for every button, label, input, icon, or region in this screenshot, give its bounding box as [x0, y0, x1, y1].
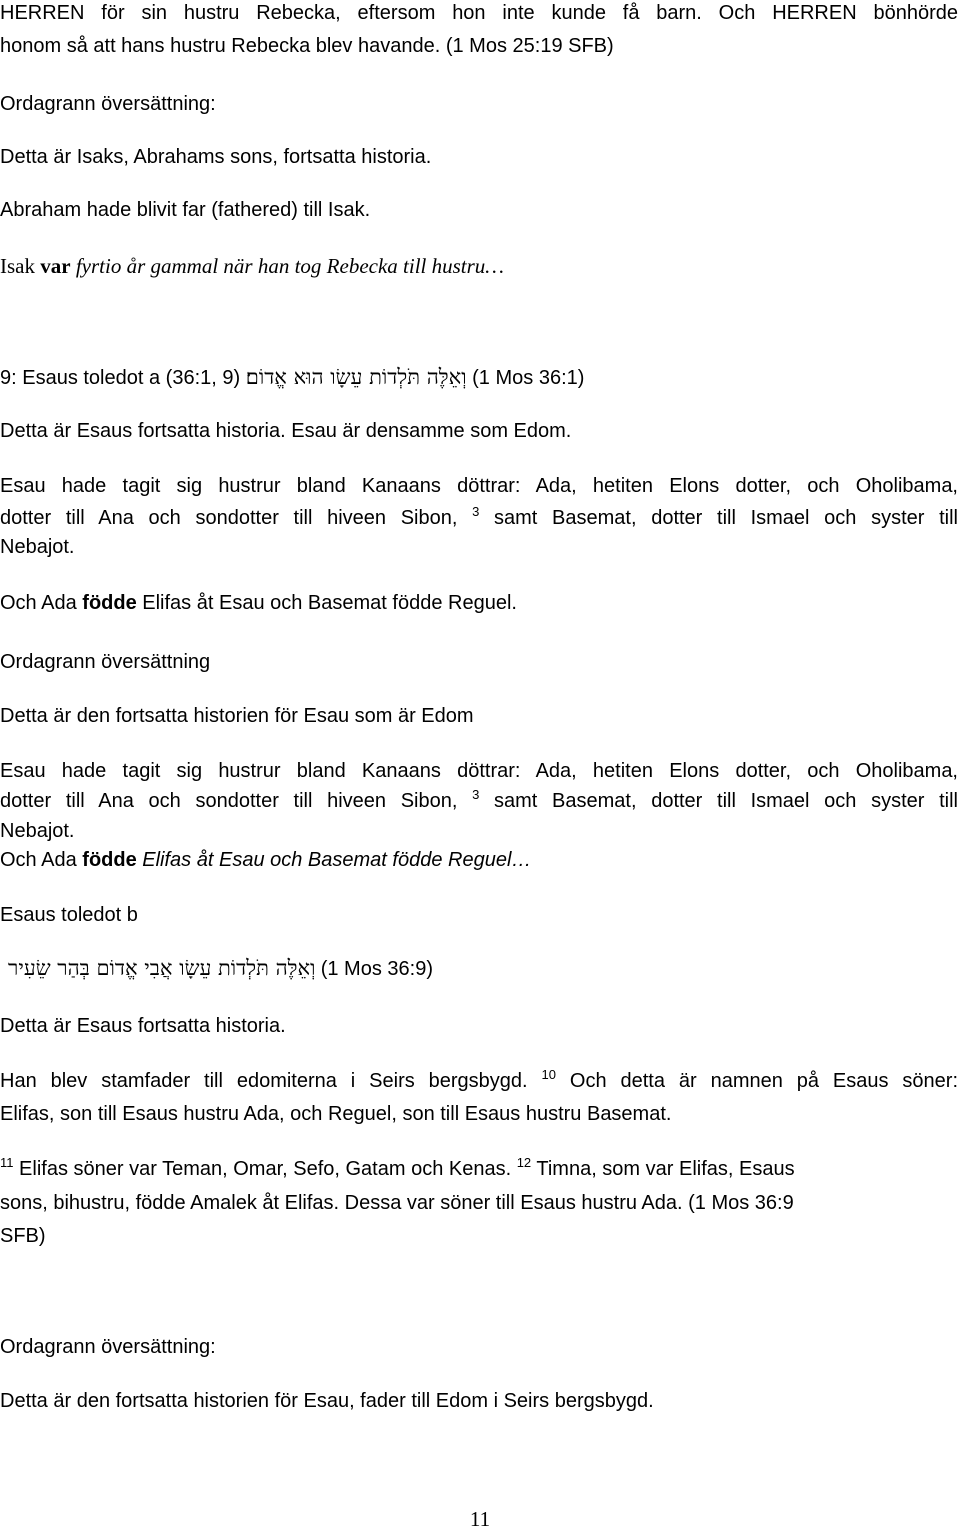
text-line: HERREN för sin hustru Rebecka, eftersom hon inte kunde få barn. Och HERREN bönhörde [0, 2, 958, 24]
text-run: samt Basemat, dotter till Ismael och syster till [479, 507, 958, 529]
hebrew-verse: וְאֵלֶּה תֹּלְדוֹת עֵשָׂו הוּא אֱדוֹם׃ [245, 365, 467, 389]
text-line: Detta är Esaus fortsatta historia. Esau är densamme som Edom. [0, 420, 572, 442]
text-line: Nebajot. [0, 536, 75, 558]
bold-word: var [40, 254, 71, 278]
verse-number: 10 [541, 1067, 556, 1082]
text-line [0, 253, 504, 279]
text-line: sons, bihustru, födde Amalek åt Elifas. Dessa var söner till Esaus hustru Ada. (1 Mos 36:9 [0, 1192, 794, 1214]
text-run: Han blev stamfader till edomiterna i Seirs bergsbygd. [0, 1070, 542, 1092]
text-run: Och detta är namnen på Esaus söner: [555, 1070, 958, 1092]
text-run: Timna, som var Elifas, Esaus [531, 1158, 795, 1180]
text-line: Nebajot. [0, 820, 75, 842]
verse-number: 3 [472, 504, 480, 519]
text-line: Esau hade tagit sig hustrur bland Kanaans döttrar: Ada, hetiten Elons dotter, och Oholibama, [0, 475, 958, 497]
hebrew-verse-line [8, 955, 433, 982]
text-run: dotter till Ana och sondotter till hiveen Sibon, [0, 790, 473, 812]
section-label: Ordagrann översättning: [0, 1336, 216, 1358]
text-line: Detta är den fortsatta historien för Esau som är Edom [0, 705, 474, 727]
bold-word: födde [82, 849, 137, 871]
page-number: 11 [469, 1507, 491, 1531]
verse-number: 3 [472, 787, 480, 802]
verse-number: 11 [0, 1155, 14, 1170]
text-line: honom så att hans hustru Rebecka blev havande. (1 Mos 25:19 SFB) [0, 35, 614, 57]
heading-text: 9: Esaus toledot a (36:1, 9) [0, 367, 241, 389]
text-line: Elifas, son till Esaus hustru Ada, och Reguel, son till Esaus hustru Basemat. [0, 1103, 672, 1125]
verse-number: 12 [516, 1155, 532, 1170]
text-line: SFB) [0, 1225, 46, 1247]
heading-esaus-toledot-b: Esaus toledot b [0, 904, 138, 926]
section-label: Ordagrann översättning [0, 651, 211, 673]
text-run: Och Ada [0, 849, 83, 871]
verse-reference: (1 Mos 36:9) [320, 958, 433, 980]
text-line: Abraham hade blivit far (fathered) till Isak. [0, 199, 371, 221]
text-run: Isak [0, 254, 41, 278]
verse-reference: (1 Mos 36:1) [472, 367, 585, 389]
text-run: samt Basemat, dotter till Ismael och syster till [479, 790, 958, 812]
text-line: Detta är den fortsatta historien för Esau, fader till Edom i Seirs bergsbygd. [0, 1390, 654, 1412]
text-line [0, 505, 958, 531]
text-run: Elifas söner var Teman, Omar, Sefo, Gatam och Kenas. [13, 1158, 517, 1180]
text-line [0, 788, 958, 814]
text-line: Detta är Isaks, Abrahams sons, fortsatta historia. [0, 146, 432, 168]
italic-run: Elifas åt Esau och Basemat födde Reguel… [136, 849, 532, 871]
text-run: dotter till Ana och sondotter till hiveen Sibon, [0, 507, 473, 529]
text-line [0, 1156, 795, 1182]
heading-esaus-toledot-a [0, 364, 584, 391]
text-line [0, 847, 531, 873]
text-line: Esau hade tagit sig hustrur bland Kanaans döttrar: Ada, hetiten Elons dotter, och Oholibama, [0, 760, 958, 782]
italic-run: fyrtio år gammal när han tog Rebecka till hustru… [70, 254, 504, 278]
section-label: Ordagrann översättning: [0, 93, 216, 115]
text-line [0, 1068, 958, 1094]
text-run: Elifas åt Esau och Basemat födde Reguel. [136, 592, 517, 614]
hebrew-verse: וְאֵלֶּה תֹּלְדוֹת עֵשָׂו אֲבִי אֱדוֹם בְּהַר שֵׂעִיר [8, 956, 316, 980]
text-run: Och Ada [0, 592, 83, 614]
text-line: Detta är Esaus fortsatta historia. [0, 1015, 286, 1037]
text-line [0, 590, 517, 616]
bold-word: födde [82, 592, 137, 614]
